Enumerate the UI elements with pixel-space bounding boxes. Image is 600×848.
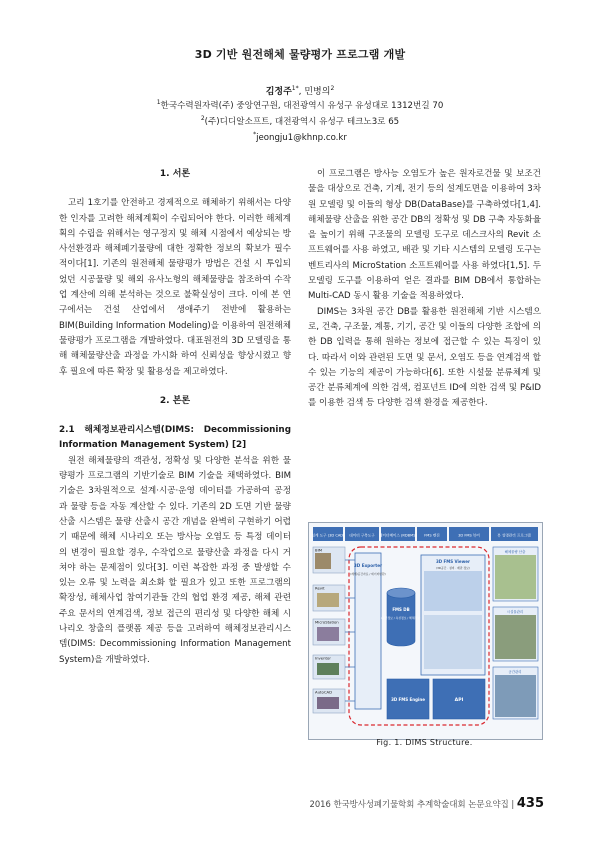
email-marker: * [253, 131, 257, 138]
output-label-3: 공간관리 [508, 670, 522, 674]
top-header-bar [312, 527, 538, 541]
exporter-subtitle: (레벨/공간자료 / 데이터변환) [350, 572, 386, 576]
top-label-4: FMS 엔진 [424, 533, 440, 538]
footer-separator: | [511, 799, 515, 809]
paper-title: 3D 기반 원전해체 물량평가 프로그램 개발 [194, 48, 406, 61]
api-label: API [454, 698, 464, 703]
dims-structure-figure [308, 522, 543, 740]
body-paragraph-3: DIMS는 3차원 공간 DB를 활용한 원전해체 기반 시스템으로, 건축, 구조물, 계통, 기기, 공간 및 이들의 다양한 조합에 의한 DB 입력을 통해 원하는 정보에 접근할 수 있는 특징이 있다. 따라서 이와 관련된 도면 및 문서, 오염도 등을 연계검색 할 수 있는 기능의 제공이 가능하다[6]. 또한 시설물 분류체계 및 공간 분류체계에 의한 검색, 컴포넌트 ID에 의한 검색 및 P&ID를 이용한 검색 등 다양한 검색 환경을 제공한다. [308, 306, 541, 409]
tool-bim-label: BIM [315, 547, 323, 553]
dims-diagram [309, 523, 542, 739]
tool-inventor-label: Inventor [315, 655, 331, 661]
output-panels [493, 547, 538, 719]
affiliation-2-marker: 2 [200, 115, 205, 123]
affiliation-2-text: (주)디디알소프트, 대전광역시 유성구 테크노3로 65 [204, 117, 400, 127]
email-text: jeongju1@khnp.co.kr [256, 132, 347, 143]
author-secondary-marker: 2 [330, 85, 335, 92]
tool-revit-label: Revit [315, 585, 325, 591]
output-label-2: 시설물관리 [506, 610, 524, 614]
top-label-6: 뷰 설명관리 프로그램 [497, 533, 531, 538]
page-number: 435 [516, 796, 544, 811]
author-primary: 김정주 [265, 87, 292, 97]
body-heading: 2. 본론 [159, 395, 191, 406]
author-primary-marker: 1* [291, 85, 299, 92]
viewer-subtitle: (3D공간 · 설비 · 배관 정보) [436, 566, 470, 570]
db-subtitle: (공간정보 / 속성정보 / 해체정보) [380, 616, 422, 620]
top-label-1: 설계 도구 (3D CAD) [311, 533, 345, 538]
affiliation-2 [0, 115, 600, 127]
footer-text: 2016 한국방사성폐기물학회 추계학술대회 논문요약집 [309, 799, 509, 809]
right-column [308, 167, 541, 412]
body-paragraph-2: 이 프로그램은 방사능 오염도가 높은 원자로건물 및 보조건물을 대상으로 건축, 기계, 전기 등의 설계도면을 이용하여 3차원 모델링 및 이들의 형상 DB(DataBase)를 구축하였다[1,4]. 해체물량 산출을 위한 공간 DB의 정확성 및 DB 구축 자동화율을 높이기 위해 구조물의 모델링 도구로 데스크사의 Revit 소프트웨어를 사용 하였고, 배관 및 기타 시스템의 모델링 도구는 벤트리사의 MicroStation 소프트웨어를 사용 하였다[1,5]. 두 모델링 도구를 이용하여 얻은 결과를 BIM DB에서 통합하는 Multi-CAD 동시 활용 기술을 적용하였다. [308, 169, 541, 302]
exporter-title: 3D Exporter [353, 563, 383, 568]
exporter-block [350, 553, 386, 709]
intro-heading: 1. 서론 [159, 169, 191, 179]
engine-label: 3D FMS Engine [391, 697, 425, 702]
db-title: FMS DB [392, 607, 410, 612]
affiliation-1-text: 한국수력원자력(주) 중앙연구원, 대전광역시 유성구 유성대로 1312번길 70 [160, 101, 444, 111]
author-secondary: 민병의 [304, 87, 331, 97]
body-paragraph-1: 원전 해체물량의 객관성, 정확성 및 다양한 분석을 위한 물량평가 프로그램의 기반기술로 BIM 기술을 채택하였다. BIM 기술은 3차원적으로 설계·시공·운영 데이터를 가공하여 공정과 물량 등을 자동 계산할 수 있다. 기존의 2D 도면 기반 물량산출 시스템은 물량 산출시 공간 개념을 완벽히 구현하기 어렵기 때문에 해체 시나리오 또는 방사능 오염도 등 특정 데이터의 변경이 필요할 경우, 수작업으로 물량산출 과정을 다시 거쳐야 하는 문제점이 있다[3]. 이런 복잡한 과정 중 발생할 수 있는 오류 및 노력을 최소화 할 필요가 있고 또한 프로그램의 확장성, 해체사업 참여기관들 간의 협업 환경 제공, 해체 관련 주요 문서의 연계검색, 정보 접근의 편리성 및 다양한 해체 시나리오 창출의 플랫폼 제공 등을 고려하여 해체정보관리시스템(DIMS: Decommissioning Information Management System)을 개발하였다. [59, 455, 291, 665]
affiliation-1-marker: 1 [156, 99, 161, 107]
subsection-heading: 2.1 해체정보관리시스템(DIMS: Decommissioning Information Management System) [2] [59, 425, 291, 451]
viewer-block [421, 555, 485, 675]
api-block [433, 679, 485, 719]
fms-db-cylinder [381, 588, 421, 646]
top-label-2: 데이터 구축도구 [349, 533, 375, 538]
top-label-5: 3D FMS 뷰어 [458, 533, 480, 538]
engine-block [387, 679, 429, 719]
figure-caption: Fig. 1. DIMS Structure. [376, 738, 473, 747]
author-separator: , [298, 87, 305, 97]
page-footer [309, 796, 544, 811]
tool-microstation-label: MicroStation [315, 619, 339, 625]
author-line [0, 84, 600, 97]
top-label-3: 데이터베이스 (RDBMS) [379, 533, 417, 538]
affiliation-email [0, 131, 600, 143]
viewer-title: 3D FMS Viewer [436, 559, 470, 564]
intro-paragraph: 고리 1호기를 안전하고 경제적으로 해체하기 위해서는 다양한 인자를 고려한 해체계획이 수립되어야 한다. 이러한 해체계획의 수립을 위해서는 영구정지 및 해체 시점에서 예상되는 방사선환경과 해체폐기물량에 대한 정확한 정보의 확보가 필수적이다[1]. 기존의 원전해체 물량평가 방법은 건설 시 투입되었던 시공물량 및 해외 유사노형의 해체물량을 참조하여 수작업 계산에 의해 분석하는 것으로 불확실성이 크다. 이에 본 연구에서는 건설 산업에서 생애주기 전반에 활용하는 BIM(Building Information Modeling)을 이용하여 원전해체 물량평가 프로그램을 개발하였다. 대표원전의 3D 모델링을 통해 해체물량산출 과정을 가시화 하여 신뢰성을 향상시켰고 향후 필요에 따른 확장 및 활용성을 제고하였다. [59, 198, 291, 377]
tool-autocad-label: AutoCAD [315, 689, 332, 695]
affiliation-1 [0, 99, 600, 111]
left-column [59, 167, 291, 668]
output-label-1: 해체물량 산출 [504, 550, 526, 554]
